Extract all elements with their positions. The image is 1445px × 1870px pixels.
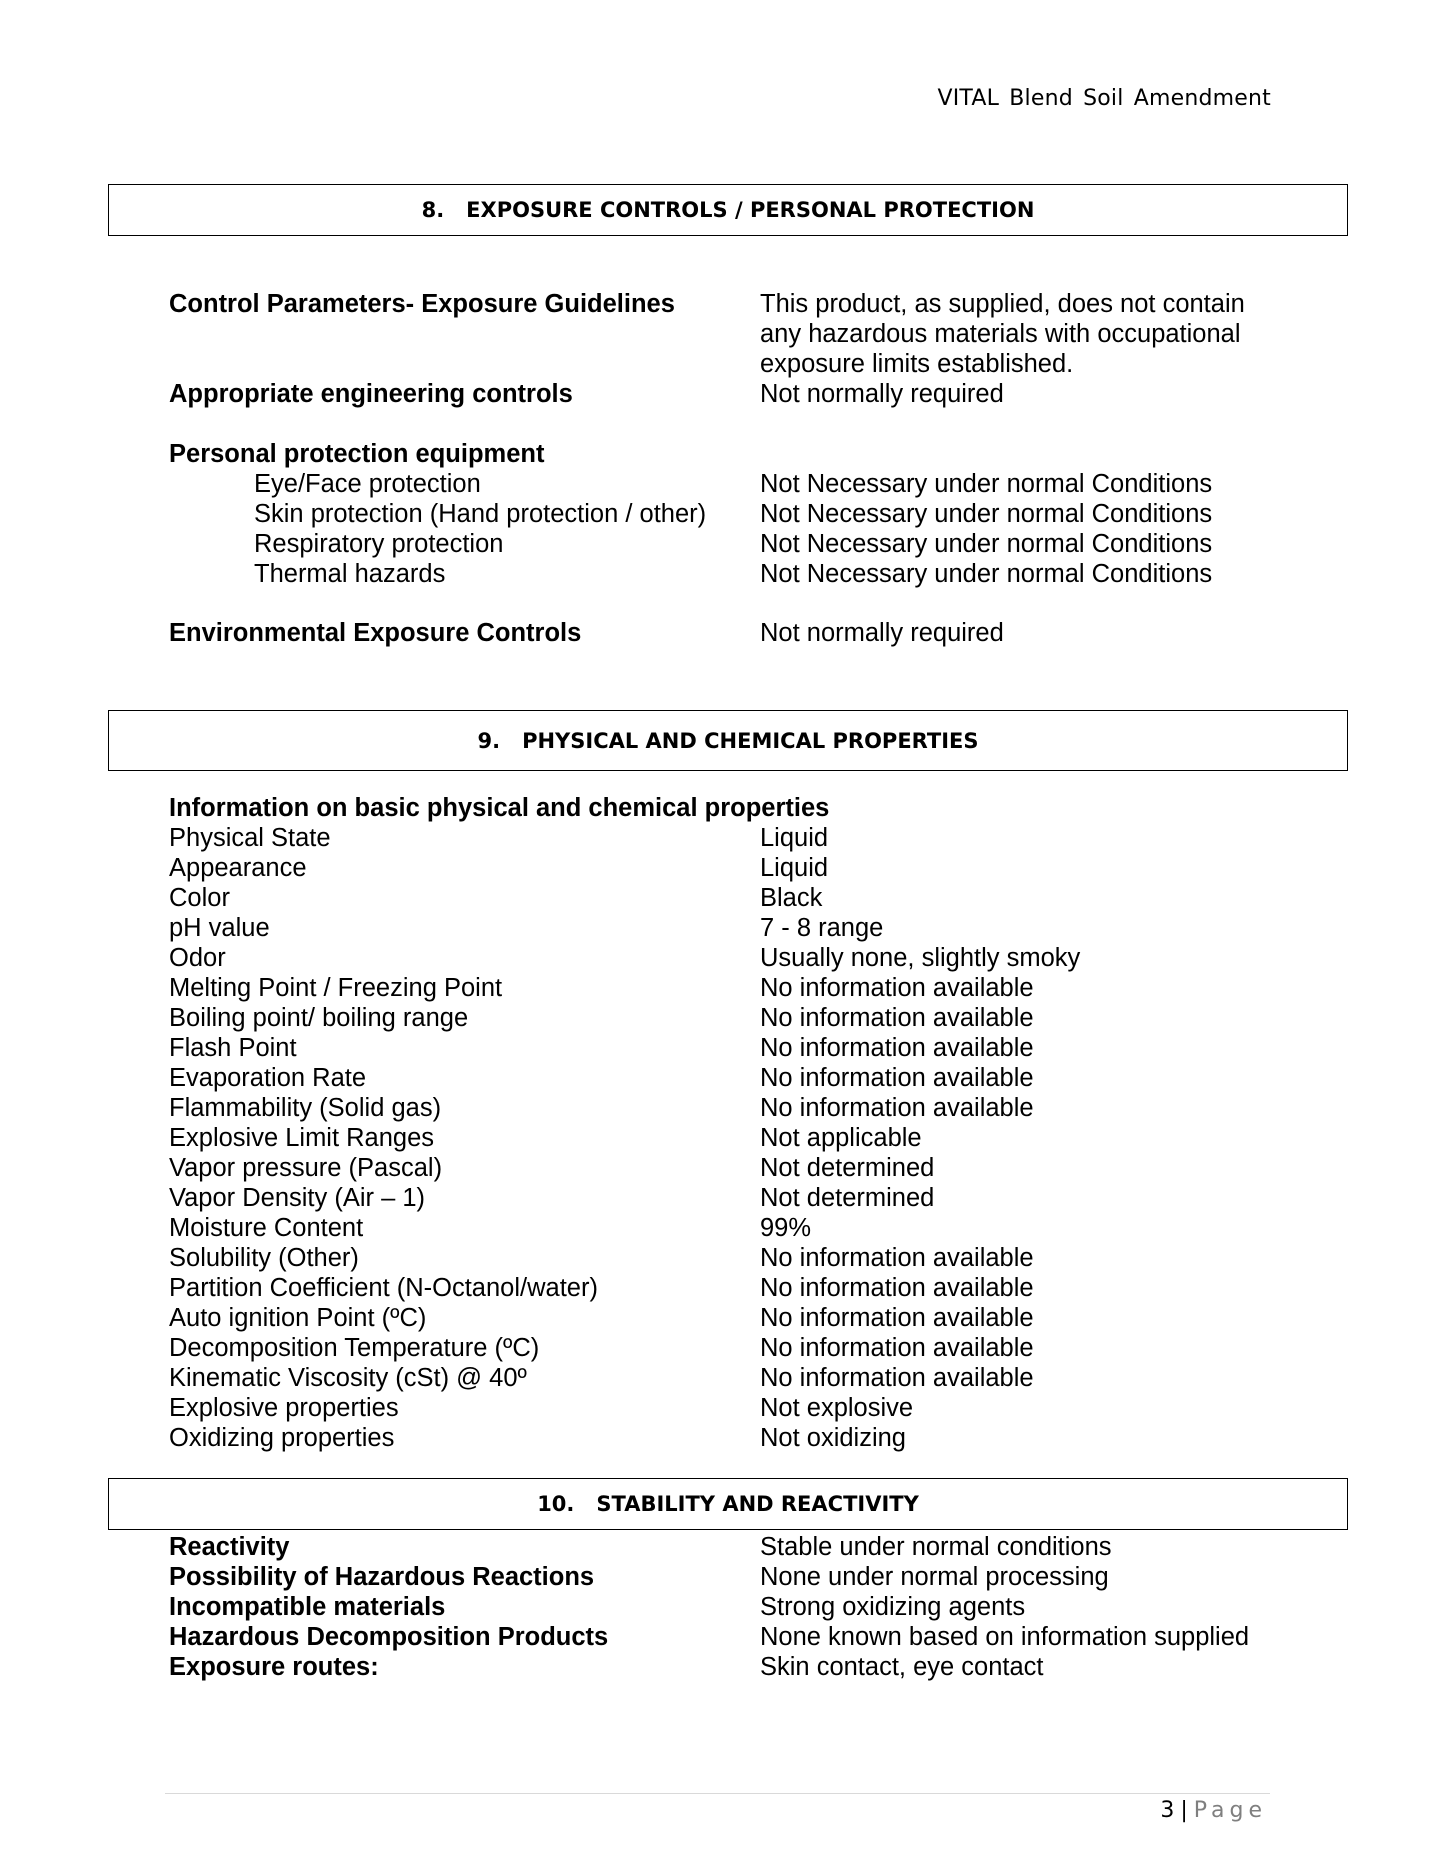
section-10-title: STABILITY AND REACTIVITY <box>596 1492 919 1516</box>
property-label: Vapor pressure (Pascal) <box>169 1154 443 1182</box>
property-value: Liquid <box>760 824 829 852</box>
page-separator: | <box>1180 1798 1188 1823</box>
property-label: Partition Coefficient (N-Octanol/water) <box>169 1274 598 1302</box>
section-10-number: 10. <box>537 1492 575 1516</box>
section-9-heading <box>108 710 1348 771</box>
properties-subheading: Information on basic physical and chemical properties <box>169 794 830 822</box>
property-label: Evaporation Rate <box>169 1064 367 1092</box>
stability-value: None under normal processing <box>760 1563 1109 1591</box>
property-value: 7 - 8 range <box>760 914 884 942</box>
property-label: pH value <box>169 914 270 942</box>
ppe-item-label: Thermal hazards <box>254 560 446 588</box>
property-label: Moisture Content <box>169 1214 364 1242</box>
ppe-item-value: Not Necessary under normal Conditions <box>760 560 1213 588</box>
environmental-controls-value: Not normally required <box>760 619 1004 647</box>
running-header: VITAL Blend Soil Amendment <box>937 86 1271 111</box>
property-label: Appearance <box>169 854 307 882</box>
property-label: Explosive Limit Ranges <box>169 1124 435 1152</box>
engineering-controls-value: Not normally required <box>760 380 1004 408</box>
control-parameters-value-line-3: exposure limits established. <box>760 350 1074 378</box>
control-parameters-value-line-1: This product, as supplied, does not contain <box>760 290 1245 318</box>
engineering-controls-label: Appropriate engineering controls <box>169 380 573 408</box>
property-value: No information available <box>760 1004 1034 1032</box>
property-value: No information available <box>760 974 1034 1002</box>
section-9-title: PHYSICAL AND CHEMICAL PROPERTIES <box>522 728 979 753</box>
property-label: Kinematic Viscosity (cSt) @ 40º <box>169 1364 527 1392</box>
property-label: Solubility (Other) <box>169 1244 359 1272</box>
section-8-heading <box>108 184 1348 236</box>
property-label: Odor <box>169 944 226 972</box>
footer-divider <box>165 1793 1270 1794</box>
section-8-title: EXPOSURE CONTROLS / PERSONAL PROTECTION <box>466 198 1035 222</box>
property-value: No information available <box>760 1034 1034 1062</box>
ppe-item-value: Not Necessary under normal Conditions <box>760 500 1213 528</box>
ppe-label: Personal protection equipment <box>169 440 545 468</box>
stability-label: Reactivity <box>169 1533 290 1561</box>
property-value: No information available <box>760 1094 1034 1122</box>
ppe-item-value: Not Necessary under normal Conditions <box>760 470 1213 498</box>
ppe-item-label: Eye/Face protection <box>254 470 481 498</box>
property-label: Flash Point <box>169 1034 297 1062</box>
page-word: Page <box>1193 1798 1267 1823</box>
section-9-number: 9. <box>477 728 501 753</box>
property-label: Boiling point/ boiling range <box>169 1004 469 1032</box>
page-number: 3 <box>1160 1798 1175 1823</box>
property-value: No information available <box>760 1334 1034 1362</box>
stability-label: Incompatible materials <box>169 1593 446 1621</box>
property-label: Explosive properties <box>169 1394 399 1422</box>
section-8-number: 8. <box>421 198 445 222</box>
property-value: Not explosive <box>760 1394 914 1422</box>
environmental-controls-label: Environmental Exposure Controls <box>169 619 582 647</box>
property-value: Black <box>760 884 823 912</box>
stability-label: Possibility of Hazardous Reactions <box>169 1563 595 1591</box>
stability-value: Strong oxidizing agents <box>760 1593 1026 1621</box>
stability-value: Stable under normal conditions <box>760 1533 1112 1561</box>
stability-value: None known based on information supplied <box>760 1623 1250 1651</box>
property-value: Not determined <box>760 1154 935 1182</box>
stability-value: Skin contact, eye contact <box>760 1653 1044 1681</box>
stability-label: Exposure routes: <box>169 1653 379 1681</box>
property-label: Physical State <box>169 824 331 852</box>
property-value: 99% <box>760 1214 812 1242</box>
property-label: Vapor Density (Air – 1) <box>169 1184 426 1212</box>
page-footer <box>1160 1798 1267 1823</box>
property-value: Liquid <box>760 854 829 882</box>
property-value: No information available <box>760 1364 1034 1392</box>
property-value: No information available <box>760 1304 1034 1332</box>
control-parameters-value-line-2: any hazardous materials with occupational <box>760 320 1241 348</box>
property-label: Decomposition Temperature (ºC) <box>169 1334 540 1362</box>
property-label: Flammability (Solid gas) <box>169 1094 442 1122</box>
property-value: No information available <box>760 1274 1034 1302</box>
ppe-item-label: Respiratory protection <box>254 530 504 558</box>
property-label: Color <box>169 884 230 912</box>
ppe-item-value: Not Necessary under normal Conditions <box>760 530 1213 558</box>
property-label: Oxidizing properties <box>169 1424 395 1452</box>
property-label: Melting Point / Freezing Point <box>169 974 503 1002</box>
property-label: Auto ignition Point (ºC) <box>169 1304 427 1332</box>
ppe-item-label: Skin protection (Hand protection / other) <box>254 500 707 528</box>
section-10-heading <box>108 1478 1348 1530</box>
property-value: No information available <box>760 1244 1034 1272</box>
stability-label: Hazardous Decomposition Products <box>169 1623 609 1651</box>
control-parameters-label: Control Parameters- Exposure Guidelines <box>169 290 675 318</box>
property-value: No information available <box>760 1064 1034 1092</box>
property-value: Not applicable <box>760 1124 922 1152</box>
property-value: Usually none, slightly smoky <box>760 944 1081 972</box>
property-value: Not oxidizing <box>760 1424 906 1452</box>
property-value: Not determined <box>760 1184 935 1212</box>
